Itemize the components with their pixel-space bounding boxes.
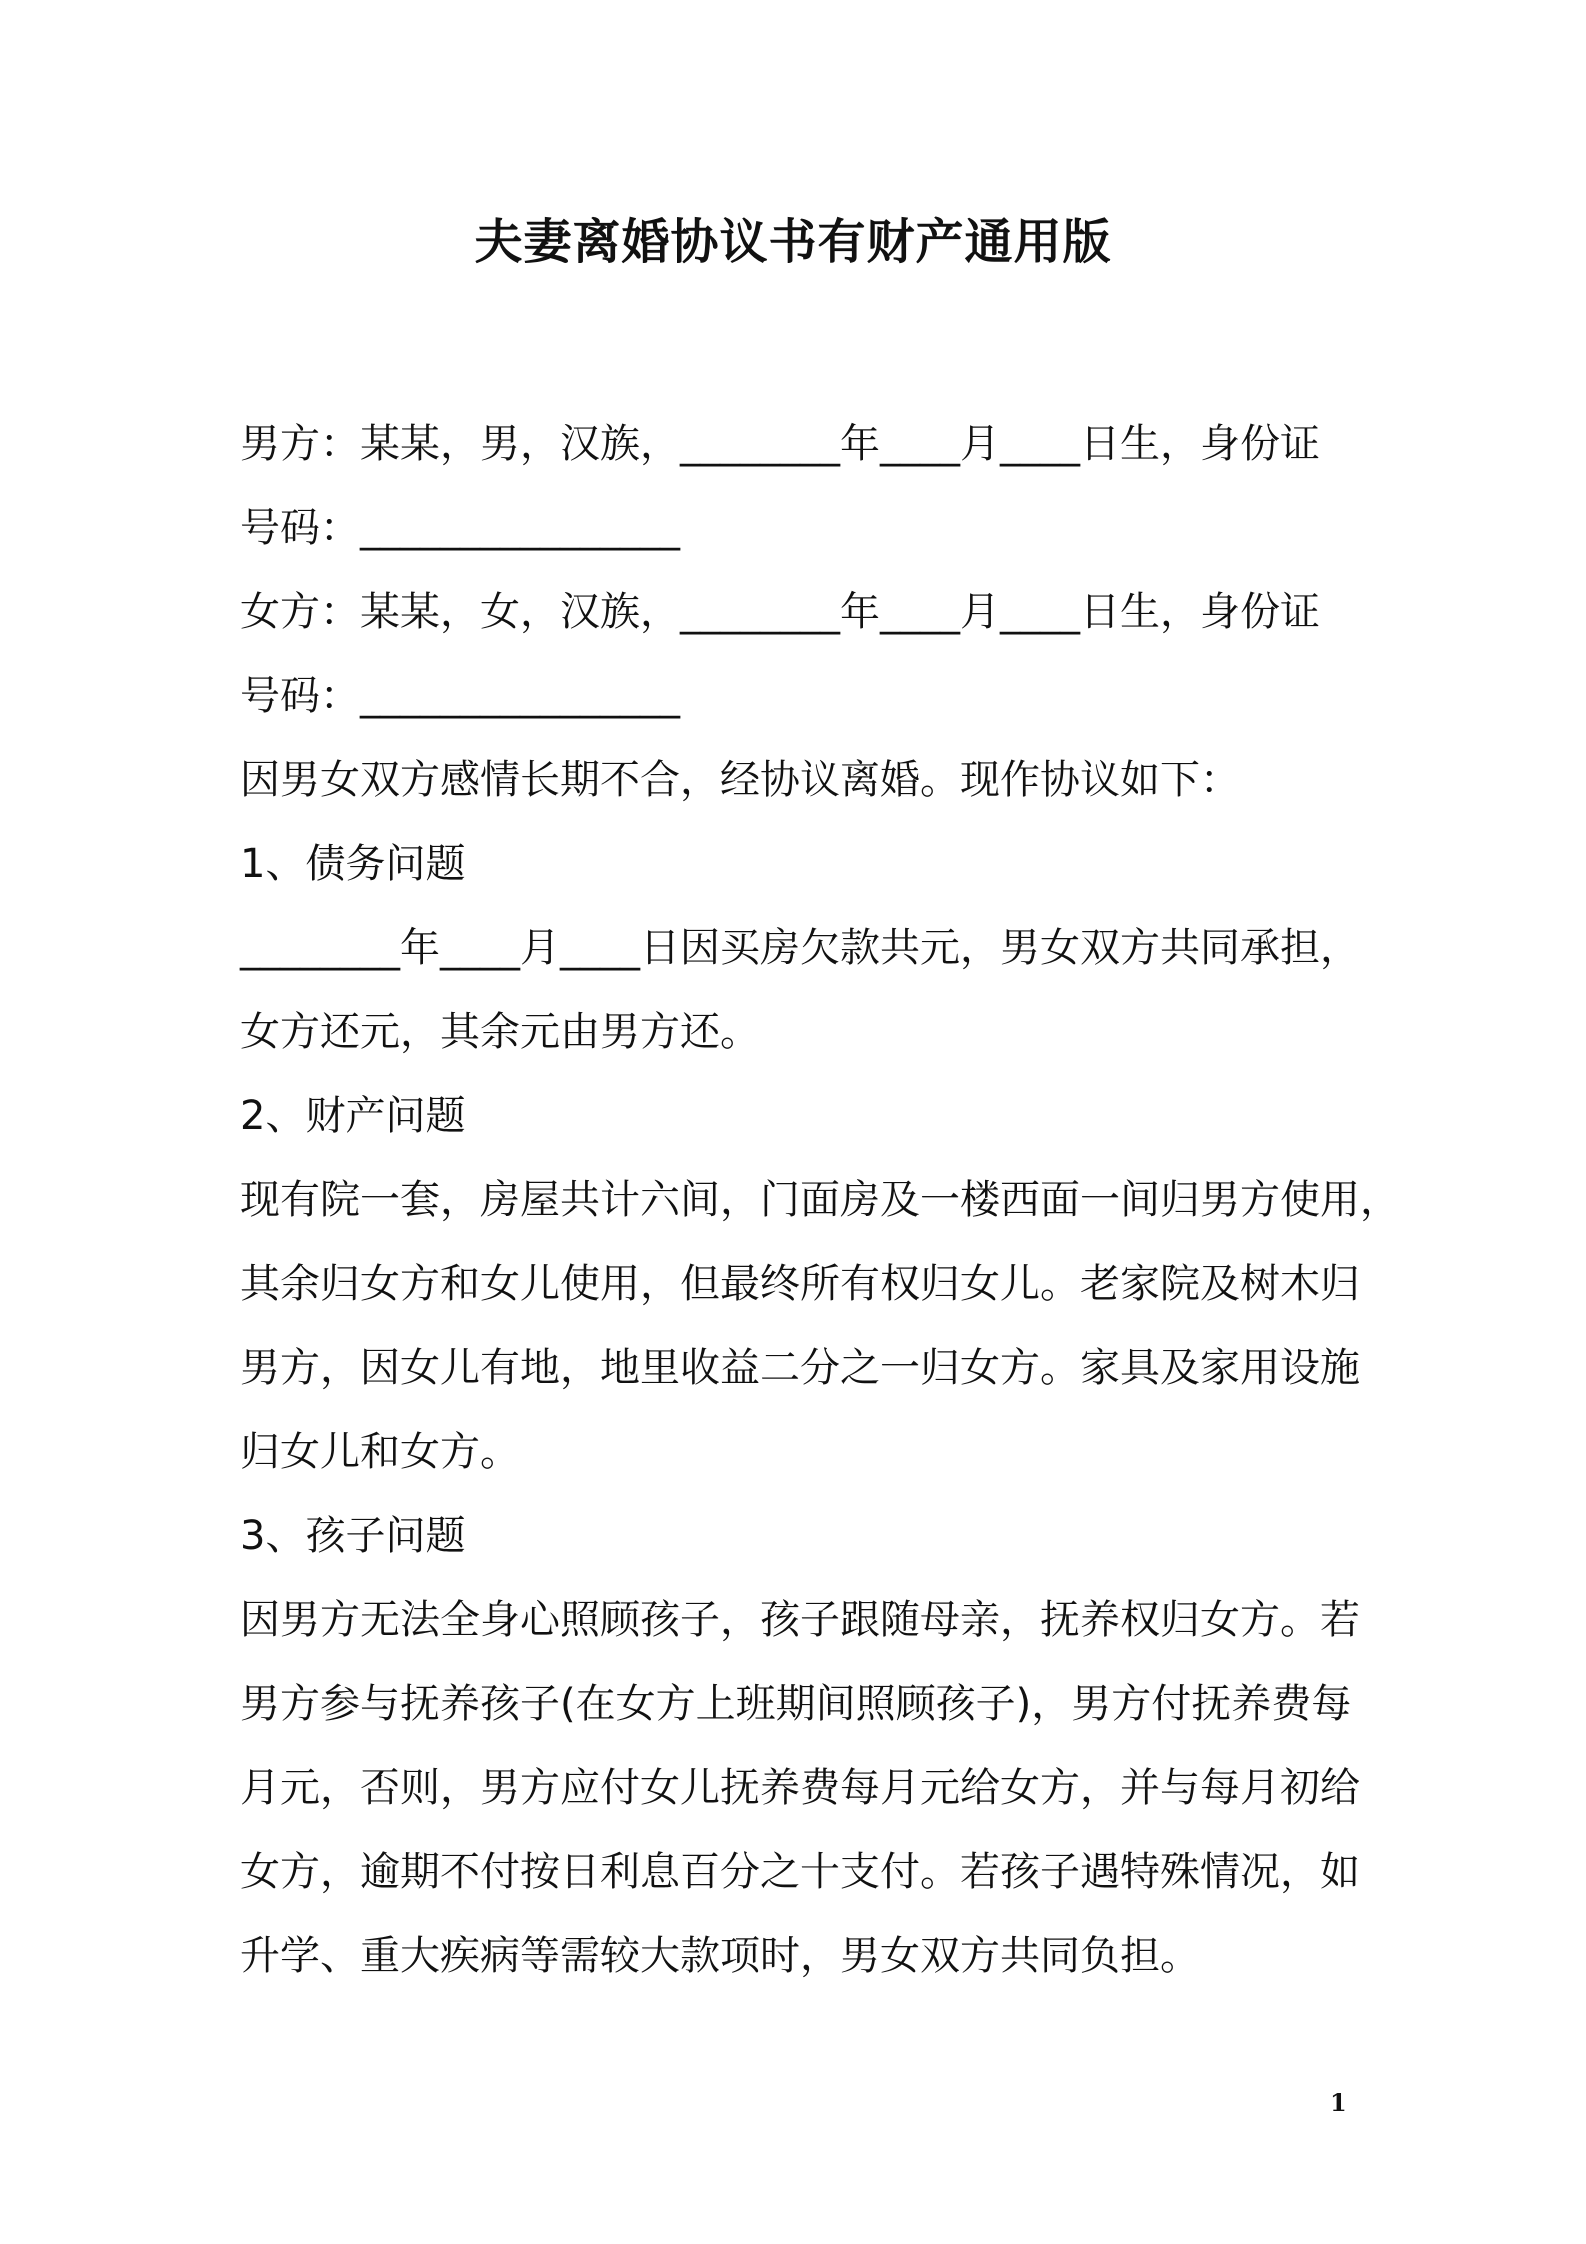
body-line: 男方，因女儿有地，地里收益二分之一归女方。家具及家用设施: [240, 1345, 1360, 1391]
document-title: 夫妻离婚协议书有财产通用版: [474, 214, 1112, 270]
section-heading-children: 3、孩子问题: [240, 1513, 466, 1559]
body-line: 归女儿和女方。: [240, 1429, 520, 1475]
body-line: 女方，逾期不付按日利息百分之十支付。若孩子遇特殊情况，如: [240, 1849, 1360, 1895]
body-line: 号码：________________: [240, 505, 680, 551]
body-line: ________年____月____日因买房欠款共元，男女双方共同承担，: [240, 925, 1360, 971]
body-line: 男方参与抚养孩子(在女方上班期间照顾孩子)，男方付抚养费每: [240, 1681, 1352, 1727]
section-heading-debt: 1、债务问题: [240, 841, 466, 887]
body-line: 其余归女方和女儿使用，但最终所有权归女儿。老家院及树木归: [240, 1261, 1360, 1307]
document-body: [240, 402, 1400, 1998]
body-line: 号码：________________: [240, 673, 680, 719]
body-line: 女方还元，其余元由男方还。: [240, 1009, 760, 1055]
body-line: 因男女双方感情长期不合，经协议离婚。现作协议如下：: [240, 757, 1240, 803]
body-line: 男方：某某，男，汉族，________年____月____日生，身份证: [240, 421, 1320, 467]
body-line: 升学、重大疾病等需较大款项时，男女双方共同负担。: [240, 1933, 1200, 1979]
page-number: 1: [1330, 2088, 1347, 2117]
body-line: 现有院一套，房屋共计六间，门面房及一楼西面一间归男方使用，: [240, 1177, 1400, 1223]
body-line: 月元，否则，男方应付女儿抚养费每月元给女方，并与每月初给: [240, 1765, 1360, 1811]
body-line: 女方：某某，女，汉族，________年____月____日生，身份证: [240, 589, 1320, 635]
body-line: 因男方无法全身心照顾孩子，孩子跟随母亲，抚养权归女方。若: [240, 1597, 1360, 1643]
section-heading-property: 2、财产问题: [240, 1093, 466, 1139]
